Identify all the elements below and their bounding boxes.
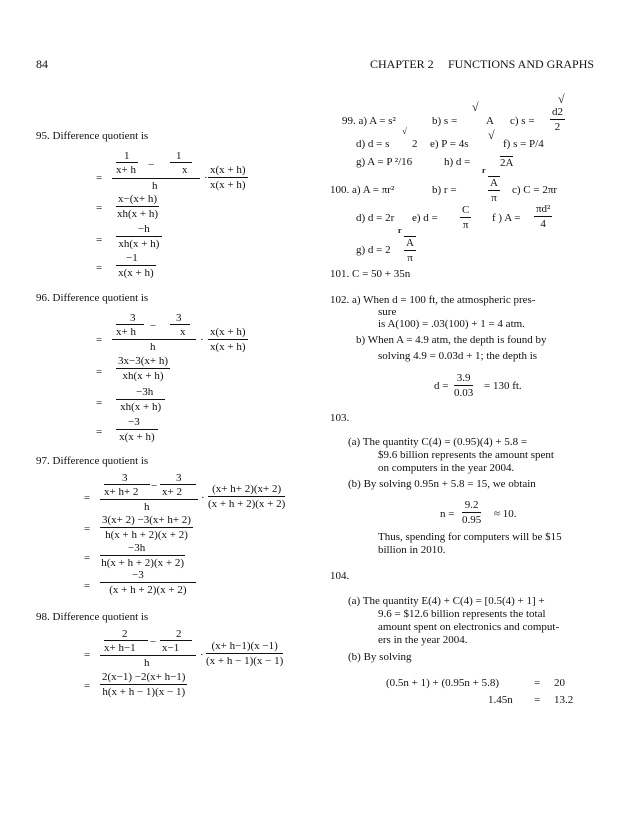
p100-b-frac: $\frac{A}{\pi}$ bbox=[490, 177, 498, 204]
p96-minus: − bbox=[150, 320, 157, 332]
p104-a1: (a) The quantity E(4) + C(4) = [0.5(4) + 1] + bbox=[348, 595, 545, 607]
p97-den: h bbox=[144, 501, 150, 513]
p96-eq-2: = bbox=[96, 366, 103, 378]
p104-row2-right: 13.2 bbox=[554, 694, 574, 706]
p97-minus: − bbox=[151, 480, 158, 492]
p100-f: f ) A = bbox=[492, 212, 521, 224]
p104-row1-eq: = bbox=[534, 677, 541, 689]
p103-eq-frac: $\frac{9.2}{0.95}$ bbox=[462, 499, 482, 526]
sqrt-icon: √ bbox=[472, 100, 479, 114]
p95-eq-3: = bbox=[96, 234, 103, 246]
p103-a3: on computers in the year 2004. bbox=[378, 462, 515, 474]
p103-eq-left: n = bbox=[440, 508, 455, 520]
p99-c-frac: $\frac{d2}{2}$ bbox=[552, 106, 563, 133]
p103-a2: $9.6 billion represents the amount spent bbox=[378, 449, 554, 461]
p97-dot: · bbox=[201, 492, 205, 504]
p96-eq-4: = bbox=[96, 426, 103, 438]
p101-text: 101. C = 50 + 35n bbox=[330, 268, 411, 280]
p102-eq-frac: $\frac{3.9}{0.03}$ bbox=[454, 372, 474, 399]
p95-step3: $\frac{-h}{xh(x + h)}$ bbox=[116, 223, 162, 250]
p103-label: 103. bbox=[330, 412, 350, 424]
p97-eq-4: = bbox=[84, 580, 91, 592]
p102-b2: solving 4.9 = 0.03d + 1; the depth is bbox=[378, 350, 538, 362]
p102-a1: 102. a) When d = 100 ft, the atmospheric pres- bbox=[330, 294, 536, 306]
p98-step2: $\frac{2(x-1) -2(x+ h-1)}{h(x + h - 1)(x - 1)}$ bbox=[102, 671, 186, 698]
p97-multiplier: $\frac{(x+ h+ 2)(x+ 2)}{(x + h + 2)(x + 2)}$ bbox=[208, 483, 286, 510]
sqrt-icon: √ bbox=[558, 92, 565, 106]
p97-step2: $\frac{3(x+ 2) -3(x+ h+ 2)}{h(x + h + 2)(x + 2)}$ bbox=[102, 514, 191, 541]
p99-e: e) P = 4s bbox=[430, 138, 469, 150]
p96-step3: $\frac{-3h}{xh(x + h)}$ bbox=[116, 386, 165, 413]
p98-eq-1: = bbox=[84, 649, 91, 661]
p95-eq-4: = bbox=[96, 262, 103, 274]
p96-step2: $\frac{3x-3(x+ h)}{xh(x + h)}$ bbox=[118, 355, 168, 382]
p96-den: h bbox=[150, 341, 156, 353]
p97-a: 3 bbox=[122, 472, 128, 484]
p99-d-val: 2 bbox=[412, 138, 418, 150]
p97-step3: $\frac{-3h}{h(x + h + 2)(x + 2)}$ bbox=[101, 542, 184, 569]
p96-multiplier: $\frac{x(x + h)}{x(x + h)}$ bbox=[210, 326, 246, 353]
p99-b: b) s = bbox=[432, 115, 458, 127]
p99-d: d) d = s bbox=[356, 138, 390, 150]
p100-d: d) d = 2r bbox=[356, 212, 395, 224]
p96-a: 3 bbox=[130, 312, 136, 324]
p104-row1-left: (0.5n + 1) + (0.95n + 5.8) bbox=[386, 677, 500, 689]
p99-f: f) s = P/4 bbox=[503, 138, 544, 150]
p100-g-frac: $\frac{A}{\pi}$ bbox=[406, 237, 414, 264]
p97-num-right: x+ 2 bbox=[162, 486, 182, 498]
p95-dot: · bbox=[204, 172, 208, 184]
p97-eq-1: = bbox=[84, 492, 91, 504]
p95-minus: − bbox=[148, 159, 155, 171]
p104-a2: 9.6 = $12.6 billion represents the total bbox=[378, 608, 546, 620]
p96-eq-1: = bbox=[96, 334, 103, 346]
p96-num-right: x bbox=[180, 326, 186, 338]
p95-inner-num-a: 1 bbox=[124, 150, 130, 162]
p104-row1-right: 20 bbox=[554, 677, 565, 689]
problem-96-label: 96. Difference quotient is bbox=[36, 292, 149, 304]
p102-eq-left: d = bbox=[434, 380, 449, 392]
p95-eq-1: = bbox=[96, 172, 103, 184]
p96-dot: · bbox=[200, 334, 204, 346]
p96-num-left: x+ h bbox=[116, 326, 136, 338]
p104-b1: (b) By solving bbox=[348, 651, 412, 663]
p95-inner-num-b: 1 bbox=[176, 150, 182, 162]
p104-a4: ers in the year 2004. bbox=[378, 634, 468, 646]
p95-eq-2: = bbox=[96, 202, 103, 214]
p97-eq-2: = bbox=[84, 523, 91, 535]
p98-num-left: x+ h−1 bbox=[104, 642, 136, 654]
p96-eq-3: = bbox=[96, 397, 103, 409]
p100-f-frac: $\frac{\text{πd²}}{4}$ bbox=[536, 203, 551, 230]
p98-den: h bbox=[144, 657, 150, 669]
sqrt-icon: r bbox=[398, 226, 402, 235]
chapter-title: FUNCTIONS AND GRAPHS bbox=[448, 57, 595, 71]
p99-b-val: A bbox=[486, 115, 494, 127]
p99-g: g) A = P ²/16 bbox=[356, 156, 413, 168]
problem-97-label: 97. Difference quotient is bbox=[36, 455, 149, 467]
p98-multiplier: $\frac{(x+ h-1)(x -1)}{(x + h - 1)(x - 1)}$ bbox=[206, 640, 284, 667]
p99-h: h) d = bbox=[444, 156, 471, 168]
p98-a: 2 bbox=[122, 628, 128, 640]
page-number: 84 bbox=[36, 57, 48, 71]
p103-c1: Thus, spending for computers will be $15 bbox=[378, 531, 562, 543]
p102-b1: b) When A = 4.9 atm, the depth is found by bbox=[356, 334, 547, 346]
p104-row2-left: 1.45n bbox=[488, 694, 513, 706]
p104-a3: amount spent on electronics and comput- bbox=[378, 621, 560, 633]
p95-step2: $\frac{x-(x+ h)}{xh(x + h)}$ bbox=[116, 193, 158, 220]
p98-minus: − bbox=[150, 636, 157, 648]
p102-a2: sure bbox=[378, 306, 397, 318]
p98-eq-2: = bbox=[84, 680, 91, 692]
problem-98-label: 98. Difference quotient is bbox=[36, 611, 149, 623]
p95-num-right: x bbox=[182, 164, 188, 176]
p95-den-h: h bbox=[152, 180, 158, 192]
sqrt-icon: √ bbox=[402, 126, 407, 136]
p97-step4: $\frac{-3}{(x + h + 2)(x + 2)}$ bbox=[100, 569, 196, 596]
p95-step4: $\frac{-1}{x(x + h)}$ bbox=[116, 252, 156, 279]
p95-multiplier: $\frac{x(x + h)}{x(x + h)}$ bbox=[210, 164, 246, 191]
p97-b: 3 bbox=[176, 472, 182, 484]
chapter-label: CHAPTER 2 bbox=[370, 57, 434, 71]
p102-eq-right: = 130 ft. bbox=[484, 380, 522, 392]
p103-eq-right: ≈ 10. bbox=[494, 508, 517, 520]
p96-step4: $\frac{-3}{x(x + h)}$ bbox=[116, 416, 158, 443]
p99-c: c) s = bbox=[510, 115, 535, 127]
p104-row2-eq: = bbox=[534, 694, 541, 706]
p100-b: b) r = bbox=[432, 184, 457, 196]
p98-b: 2 bbox=[176, 628, 182, 640]
p95-num-left: x+ h bbox=[116, 164, 136, 176]
p99-a: 99. a) A = s² bbox=[342, 115, 396, 127]
problem-95-label: 95. Difference quotient is bbox=[36, 130, 149, 142]
p100-a: 100. a) A = πr² bbox=[330, 184, 395, 196]
p103-b1: (b) By solving 0.95n + 5.8 = 15, we obtain bbox=[348, 478, 536, 490]
p100-e: e) d = bbox=[412, 212, 438, 224]
p100-g: g) d = 2 bbox=[356, 244, 391, 256]
sqrt-icon: √ bbox=[488, 128, 495, 142]
p99-h-val: 2A bbox=[500, 157, 514, 169]
p102-a3: is A(100) = .03(100) + 1 = 4 atm. bbox=[378, 318, 525, 330]
p98-num-right: x−1 bbox=[162, 642, 180, 654]
p103-c2: billion in 2010. bbox=[378, 544, 446, 556]
p100-c: c) C = 2πr bbox=[512, 184, 558, 196]
p98-dot: · bbox=[200, 649, 204, 661]
p97-eq-3: = bbox=[84, 552, 91, 564]
p100-e-frac: $\frac{C}{\pi}$ bbox=[462, 204, 470, 231]
p97-num-left: x+ h+ 2 bbox=[104, 486, 139, 498]
p96-b: 3 bbox=[176, 312, 182, 324]
p103-a1: (a) The quantity C(4) = (0.95)(4) + 5.8 = bbox=[348, 436, 528, 448]
p104-label: 104. bbox=[330, 570, 350, 582]
sqrt-icon: r bbox=[482, 166, 486, 175]
